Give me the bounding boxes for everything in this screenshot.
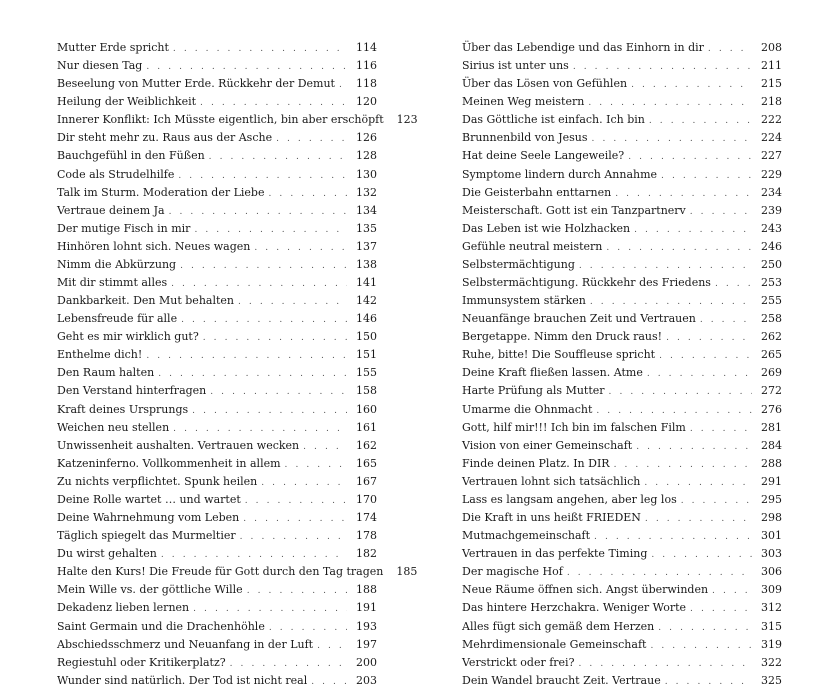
toc-dot-leader <box>708 40 752 58</box>
toc-dot-leader <box>690 420 752 438</box>
toc-entry-title: Brunnenbild von Jesus <box>462 131 588 145</box>
toc-dot-leader <box>651 546 752 564</box>
toc-dot-leader <box>243 510 347 528</box>
toc-entry <box>57 202 377 220</box>
toc-entry <box>57 184 377 202</box>
toc-dot-leader <box>658 619 752 637</box>
toc-entry-title: Der magische Hof <box>462 565 563 579</box>
toc-entry <box>57 364 377 382</box>
toc-entry-page-number: 208 <box>761 41 782 54</box>
toc-entry <box>57 581 377 599</box>
toc-entry-title: Katzeninferno. Vollkommenheit in allem <box>57 456 281 470</box>
toc-entry <box>462 581 782 599</box>
toc-entry-page-number: 161 <box>356 420 377 434</box>
toc-entry-title: Finde deinen Platz. In DIR <box>462 456 610 470</box>
toc-entry-page-number: 276 <box>761 402 782 416</box>
toc-dot-leader <box>588 94 752 112</box>
toc-dot-leader <box>665 673 752 691</box>
toc-entry-title: Geht es mir wirklich gut? <box>57 330 199 344</box>
toc-entry-title: Über das Lösen von Gefühlen <box>462 77 628 91</box>
toc-entry-title: Nimm die Abkürzung <box>57 257 177 271</box>
toc-dot-leader <box>193 600 347 618</box>
toc-entry <box>462 545 782 563</box>
toc-dot-leader <box>269 619 347 637</box>
toc-entry <box>57 437 377 455</box>
toc-entry-page-number: 272 <box>761 384 782 398</box>
toc-dot-leader <box>712 582 752 600</box>
toc-entry-title: Neuanfänge brauchen Zeit und Vertrauen <box>462 312 696 326</box>
toc-entry-page-number: 301 <box>761 529 782 543</box>
toc-dot-leader <box>339 76 347 94</box>
toc-entry-page-number: 227 <box>761 149 782 163</box>
toc-entry-title: Kraft deines Ursprungs <box>57 402 189 416</box>
toc-entry-title: Vertrauen lohnt sich tatsächlich <box>462 474 641 488</box>
toc-dot-leader <box>200 94 347 112</box>
toc-entry-title: Halte den Kurs! Die Freude für Gott durch den Tag tragen <box>57 565 384 579</box>
toc-dot-leader <box>173 40 347 58</box>
toc-dot-leader <box>247 582 347 600</box>
toc-entry-page-number: 142 <box>356 294 377 308</box>
toc-dot-leader <box>276 130 347 148</box>
toc-entry <box>57 382 377 400</box>
toc-entry-page-number: 288 <box>761 456 782 470</box>
toc-entry-page-number: 315 <box>761 619 782 633</box>
toc-dot-leader <box>209 148 347 166</box>
toc-entry-title: Bergetappe. Nimm den Druck raus! <box>462 330 663 344</box>
toc-entry-page-number: 200 <box>356 655 377 669</box>
toc-entry-page-number: 138 <box>356 257 377 271</box>
toc-entry-title: Mutter Erde spricht <box>57 41 169 54</box>
toc-entry-page-number: 120 <box>356 95 377 109</box>
toc-dot-leader <box>181 311 347 329</box>
toc-entry-title: Unwissenheit aushalten. Vertrauen wecken <box>57 438 300 452</box>
toc-entry-title: Meisterschaft. Gott ist ein Tanzpartnerv <box>462 203 686 217</box>
toc-entry-title: Sirius ist unter uns <box>462 59 569 73</box>
toc-entry <box>57 599 377 617</box>
toc-entry <box>462 473 782 491</box>
toc-entry <box>57 419 377 437</box>
toc-dot-leader <box>268 185 347 203</box>
toc-entry-page-number: 203 <box>356 673 377 687</box>
toc-entry-title: Meinen Weg meistern <box>462 95 585 109</box>
toc-entry-title: Selbstermächtigung <box>462 257 575 271</box>
toc-entry-page-number: 281 <box>761 420 782 434</box>
toc-entry-page-number: 178 <box>356 529 377 543</box>
toc-left-column <box>57 39 418 690</box>
toc-dot-leader <box>573 58 752 76</box>
toc-dot-leader <box>628 148 752 166</box>
toc-entry-title: Immunsystem stärken <box>462 294 586 308</box>
toc-dot-leader <box>317 637 347 655</box>
toc-entry-title: Lass es langsam angehen, aber leg los <box>462 492 677 506</box>
toc-entry <box>57 220 377 238</box>
toc-dot-leader <box>230 655 347 673</box>
toc-dot-leader <box>631 76 752 94</box>
toc-entry <box>57 563 418 581</box>
toc-entry-title: Über das Lebendige und das Einhorn in dir <box>462 41 704 54</box>
toc-entry <box>57 166 377 184</box>
toc-dot-leader <box>261 474 347 492</box>
toc-entry-title: Weichen neu stellen <box>57 420 170 434</box>
toc-entry <box>57 654 377 672</box>
toc-entry <box>462 256 782 274</box>
toc-entry-page-number: 137 <box>356 239 377 253</box>
toc-entry-title: Hat deine Seele Langeweile? <box>462 149 625 163</box>
toc-entry-page-number: 303 <box>761 547 782 561</box>
toc-entry-page-number: 250 <box>761 257 782 271</box>
toc-entry-page-number: 234 <box>761 185 782 199</box>
toc-dot-leader <box>666 329 752 347</box>
toc-dot-leader <box>245 492 347 510</box>
toc-dot-leader <box>194 221 347 239</box>
toc-entry <box>462 346 782 364</box>
toc-entry-page-number: 262 <box>761 330 782 344</box>
toc-entry-page-number: 197 <box>356 637 377 651</box>
toc-dot-leader <box>173 420 347 438</box>
toc-entry <box>57 256 377 274</box>
toc-entry-title: Du wirst gehalten <box>57 547 157 561</box>
toc-entry-title: Die Geisterbahn enttarnen <box>462 185 612 199</box>
toc-entry-title: Wunder sind natürlich. Der Tod ist nicht real <box>57 673 308 687</box>
toc-entry-title: Lebensfreude für alle <box>57 312 178 326</box>
toc-entry-title: Umarme die Ohnmacht <box>462 402 593 416</box>
toc-entry-title: Heilung der Weiblichkeit <box>57 95 197 109</box>
toc-entry-page-number: 224 <box>761 131 782 145</box>
toc-entry-title: Alles fügt sich gemäß dem Herzen <box>462 619 655 633</box>
toc-entry <box>462 382 782 400</box>
toc-entry <box>462 129 782 147</box>
toc-entry <box>462 111 782 129</box>
toc-entry-page-number: 312 <box>761 601 782 615</box>
toc-entry-page-number: 141 <box>356 276 377 290</box>
toc-dot-leader <box>146 347 347 365</box>
toc-entry <box>462 527 782 545</box>
toc-entry-title: Gefühle neutral meistern <box>462 239 603 253</box>
toc-entry-page-number: 128 <box>356 149 377 163</box>
toc-entry-page-number: 265 <box>761 348 782 362</box>
toc-dot-leader <box>681 492 752 510</box>
toc-right-column <box>462 39 782 690</box>
toc-entry-page-number: 185 <box>396 565 418 579</box>
toc-entry <box>57 527 377 545</box>
toc-entry <box>57 75 377 93</box>
toc-entry <box>462 401 782 419</box>
toc-entry-title: Innerer Konflikt: Ich Müsste eigentlich, bin aber erschöpft <box>57 113 384 127</box>
toc-entry <box>462 75 782 93</box>
toc-entry-page-number: 322 <box>761 655 782 669</box>
toc-entry <box>57 39 377 57</box>
toc-entry <box>462 618 782 636</box>
toc-dot-leader <box>579 257 752 275</box>
toc-entry-title: Deine Wahrnehmung vom Leben <box>57 511 240 525</box>
toc-entry-title: Vision von einer Gemeinschaft <box>462 438 633 452</box>
toc-entry-title: Saint Germain und die Drachenhöhle <box>57 619 265 633</box>
toc-entry-page-number: 306 <box>761 565 782 579</box>
toc-entry-title: Mutmachgemeinschaft <box>462 529 591 543</box>
toc-entry-title: Regiestuhl oder Kritikerplatz? <box>57 655 226 669</box>
toc-dot-leader <box>659 347 752 365</box>
toc-entry <box>462 184 782 202</box>
toc-entry-title: Dankbarkeit. Den Mut behalten <box>57 294 234 308</box>
toc-entry-page-number: 165 <box>356 456 377 470</box>
toc-dot-leader <box>178 167 347 185</box>
toc-entry-page-number: 253 <box>761 276 782 290</box>
toc-entry <box>462 202 782 220</box>
toc-entry-title: Ruhe, bitte! Die Souffleuse spricht <box>462 348 656 362</box>
toc-dot-leader <box>592 130 752 148</box>
toc-entry <box>462 93 782 111</box>
toc-entry <box>462 310 782 328</box>
toc-entry <box>57 147 377 165</box>
toc-entry-page-number: 191 <box>356 601 377 615</box>
toc-entry-page-number: 218 <box>761 95 782 109</box>
toc-entry-page-number: 130 <box>356 167 377 181</box>
toc-entry <box>462 654 782 672</box>
toc-dot-leader <box>192 402 347 420</box>
toc-entry-page-number: 162 <box>356 438 377 452</box>
toc-entry <box>57 274 377 292</box>
toc-dot-leader <box>690 600 752 618</box>
toc-entry-title: Vertrauen in das perfekte Timing <box>462 547 648 561</box>
toc-entry <box>57 346 377 364</box>
toc-entry-page-number: 160 <box>356 402 377 416</box>
toc-entry-page-number: 170 <box>356 492 377 506</box>
toc-entry <box>462 39 782 57</box>
toc-entry <box>57 93 377 111</box>
toc-entry <box>57 636 377 654</box>
toc-dot-leader <box>606 239 752 257</box>
toc-entry <box>57 129 377 147</box>
toc-entry-page-number: 132 <box>356 185 377 199</box>
toc-entry <box>57 111 418 129</box>
toc-entry-title: Abschiedsschmerz und Neuanfang in der Luft <box>57 637 314 651</box>
toc-entry-page-number: 246 <box>761 239 782 253</box>
toc-dot-leader <box>645 510 752 528</box>
toc-dot-leader <box>636 438 752 456</box>
toc-dot-leader <box>715 275 752 293</box>
toc-entry-title: Talk im Sturm. Moderation der Liebe <box>57 185 265 199</box>
toc-entry-page-number: 182 <box>356 547 377 561</box>
toc-entry <box>462 563 782 581</box>
toc-dot-leader <box>567 564 752 582</box>
toc-entry-page-number: 211 <box>761 59 782 73</box>
toc-entry-title: Enthelme dich! <box>57 348 143 362</box>
toc-entry-title: Hinhören lohnt sich. Neues wagen <box>57 239 251 253</box>
toc-entry-page-number: 193 <box>356 619 377 633</box>
toc-dot-leader <box>690 203 752 221</box>
toc-entry <box>462 672 782 690</box>
toc-dot-leader <box>614 456 752 474</box>
toc-entry-page-number: 158 <box>356 384 377 398</box>
toc-entry-title: Vertraue deinem Ja <box>57 203 165 217</box>
toc-entry <box>57 455 377 473</box>
toc-dot-leader <box>238 293 347 311</box>
toc-dot-leader <box>594 528 752 546</box>
toc-entry-title: Das Leben ist wie Holzhacken <box>462 221 631 235</box>
toc-entry-page-number: 295 <box>761 492 782 506</box>
toc-entry <box>462 509 782 527</box>
toc-dot-leader <box>303 438 347 456</box>
toc-dot-leader <box>158 365 347 383</box>
toc-entry-page-number: 309 <box>761 583 782 597</box>
toc-entry-title: Mehrdimensionale Gemeinschaft <box>462 637 647 651</box>
toc-entry-title: Das Göttliche ist einfach. Ich bin <box>462 113 645 127</box>
toc-entry-page-number: 239 <box>761 203 782 217</box>
toc-entry <box>462 274 782 292</box>
toc-entry <box>462 57 782 75</box>
toc-entry-page-number: 146 <box>356 312 377 326</box>
toc-entry-title: Verstrickt oder frei? <box>462 655 575 669</box>
toc-entry <box>57 238 377 256</box>
toc-entry-title: Nur diesen Tag <box>57 59 143 73</box>
toc-entry-page-number: 215 <box>761 77 782 91</box>
toc-entry-page-number: 134 <box>356 203 377 217</box>
toc-entry <box>462 636 782 654</box>
toc-dot-leader <box>615 185 752 203</box>
toc-entry-title: Mit dir stimmt alles <box>57 276 168 290</box>
toc-dot-leader <box>609 383 752 401</box>
toc-entry-title: Beseelung von Mutter Erde. Rückkehr der Demut <box>57 77 335 91</box>
toc-entry-title: Das hintere Herzchakra. Weniger Worte <box>462 601 687 615</box>
toc-entry-title: Harte Prüfung als Mutter <box>462 384 605 398</box>
toc-dot-leader <box>240 528 347 546</box>
toc-entry <box>57 292 377 310</box>
toc-entry-title: Dir steht mehr zu. Raus aus der Asche <box>57 131 273 145</box>
toc-entry-title: Gott, hilf mir!!! Ich bin im falschen Film <box>462 420 686 434</box>
toc-entry-title: Täglich spiegelt das Murmeltier <box>57 529 236 543</box>
toc-entry <box>462 238 782 256</box>
toc-dot-leader <box>169 203 347 221</box>
toc-dot-leader <box>634 221 752 239</box>
toc-dot-leader <box>203 329 347 347</box>
toc-entry-page-number: 126 <box>356 131 377 145</box>
toc-dot-leader <box>285 456 347 474</box>
toc-entry <box>57 328 377 346</box>
toc-entry-page-number: 222 <box>761 113 782 127</box>
toc-dot-leader <box>311 673 347 691</box>
toc-entry <box>57 545 377 563</box>
toc-entry-page-number: 188 <box>356 583 377 597</box>
toc-entry-page-number: 269 <box>761 366 782 380</box>
toc-entry-title: Mein Wille vs. der göttliche Wille <box>57 583 243 597</box>
toc-dot-leader <box>590 293 752 311</box>
toc-entry-page-number: 291 <box>761 474 782 488</box>
toc-dot-leader <box>171 275 347 293</box>
toc-dot-leader <box>650 637 752 655</box>
toc-entry-page-number: 151 <box>356 348 377 362</box>
toc-entry-title: Den Raum halten <box>57 366 155 380</box>
toc-entry-title: Der mutige Fisch in mir <box>57 221 191 235</box>
toc-entry <box>57 618 377 636</box>
toc-entry-page-number: 167 <box>356 474 377 488</box>
toc-entry <box>462 292 782 310</box>
toc-entry <box>462 491 782 509</box>
toc-dot-leader <box>661 167 752 185</box>
toc-entry-title: Neue Räume öffnen sich. Angst überwinden <box>462 583 709 597</box>
toc-entry <box>462 328 782 346</box>
toc-entry <box>462 220 782 238</box>
toc-entry-title: Dein Wandel braucht Zeit. Vertraue <box>462 673 661 687</box>
toc-entry-page-number: 123 <box>396 113 418 127</box>
toc-dot-leader <box>146 58 347 76</box>
toc-entry-page-number: 258 <box>761 312 782 326</box>
toc-entry <box>462 364 782 382</box>
toc-entry <box>57 509 377 527</box>
toc-entry-page-number: 150 <box>356 330 377 344</box>
toc-entry-title: Symptome lindern durch Annahme <box>462 167 658 181</box>
toc-entry <box>57 57 377 75</box>
toc-dot-leader <box>161 546 347 564</box>
toc-entry <box>57 672 377 690</box>
toc-dot-leader <box>596 402 752 420</box>
toc-dot-leader <box>180 257 347 275</box>
toc-entry-page-number: 174 <box>356 511 377 525</box>
toc-entry <box>462 166 782 184</box>
toc-entry <box>462 599 782 617</box>
toc-entry-page-number: 116 <box>356 59 377 73</box>
toc-entry-page-number: 229 <box>761 167 782 181</box>
toc-dot-leader <box>210 383 347 401</box>
toc-entry <box>462 455 782 473</box>
toc-entry-page-number: 255 <box>761 294 782 308</box>
toc-entry <box>57 401 377 419</box>
toc-dot-leader <box>647 365 752 383</box>
toc-entry-page-number: 118 <box>356 77 377 91</box>
toc-entry <box>462 437 782 455</box>
toc-dot-leader <box>649 112 752 130</box>
toc-entry <box>57 491 377 509</box>
toc-entry <box>462 147 782 165</box>
toc-entry-page-number: 243 <box>761 221 782 235</box>
toc-entry-title: Bauchgefühl in den Füßen <box>57 149 205 163</box>
toc-entry <box>462 419 782 437</box>
toc-entry <box>57 473 377 491</box>
toc-entry-page-number: 155 <box>356 366 377 380</box>
toc-entry-title: Deine Kraft fließen lassen. Atme <box>462 366 643 380</box>
toc-entry-page-number: 319 <box>761 637 782 651</box>
toc-entry-title: Selbstermächtigung. Rückkehr des Friedens <box>462 276 711 290</box>
toc-entry-title: Deine Rolle wartet … und wartet <box>57 492 241 506</box>
toc-entry-page-number: 284 <box>761 438 782 452</box>
toc-entry-page-number: 298 <box>761 511 782 525</box>
toc-entry-title: Dekadenz lieben lernen <box>57 601 190 615</box>
toc-entry-page-number: 325 <box>761 673 782 687</box>
toc-dot-leader <box>700 311 752 329</box>
toc-dot-leader <box>578 655 752 673</box>
toc-entry <box>57 310 377 328</box>
toc-entry-title: Code als Strudelhilfe <box>57 167 175 181</box>
toc-entry-title: Die Kraft in uns heißt FRIEDEN <box>462 511 641 525</box>
toc-dot-leader <box>644 474 752 492</box>
toc-dot-leader <box>254 239 347 257</box>
toc-entry-page-number: 135 <box>356 221 377 235</box>
toc-entry-page-number: 114 <box>356 41 377 54</box>
toc-entry-title: Den Verstand hinterfragen <box>57 384 207 398</box>
toc-entry-title: Zu nichts verpflichtet. Spunk heilen <box>57 474 258 488</box>
